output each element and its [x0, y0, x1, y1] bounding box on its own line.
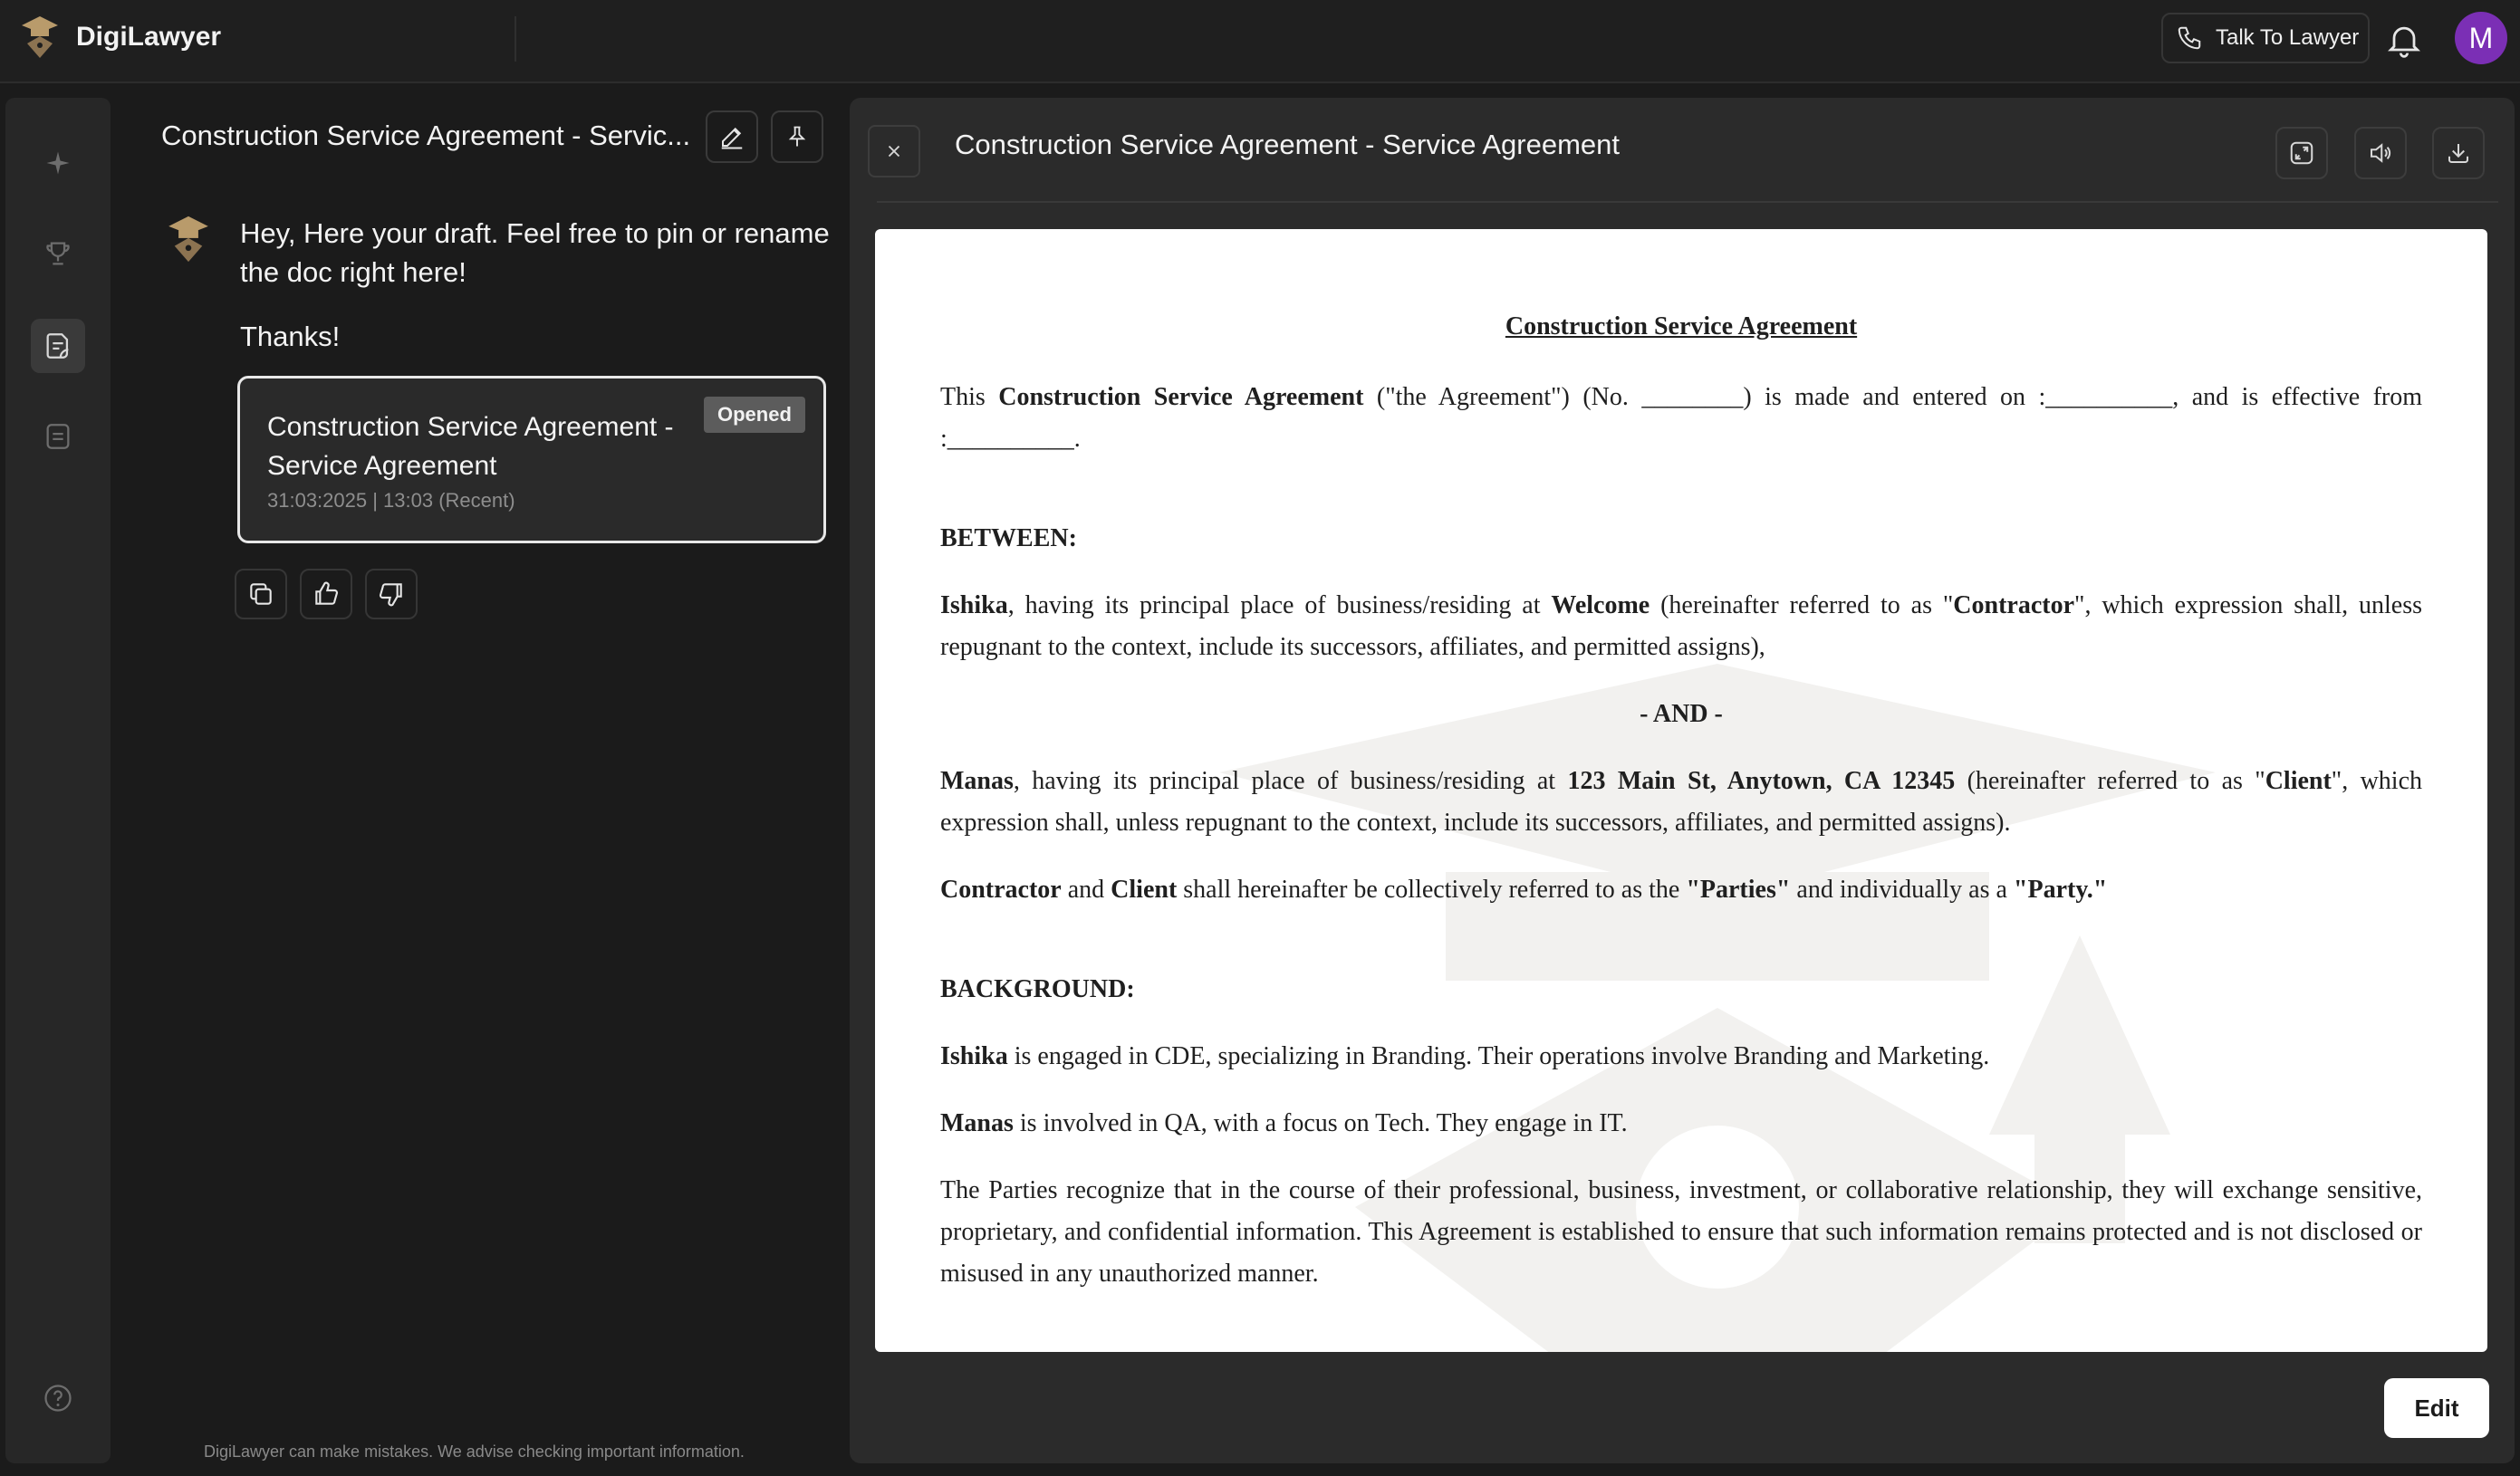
opened-badge: Opened — [704, 397, 805, 433]
speaker-icon — [2367, 139, 2394, 167]
download-icon — [2445, 139, 2472, 167]
phone-icon — [2176, 24, 2203, 52]
left-rail — [5, 98, 111, 1463]
party-one-paragraph: Ishika, having its principal place of business/residing at Welcome (hereinafter referred to as "Contractor", which expression shall, unless repugnant to the context, include its successors, affiliates, and permitted assigns), — [940, 591, 2423, 661]
talk-to-lawyer-button[interactable] — [2161, 13, 2370, 63]
chat-title: Construction Service Agreement - Servic... — [161, 120, 691, 151]
read-aloud-button[interactable] — [2354, 127, 2407, 179]
and-separator: - AND - — [1640, 700, 1723, 728]
user-avatar[interactable]: M — [2455, 12, 2507, 64]
talk-to-lawyer-label: Talk To Lawyer — [2216, 25, 2360, 50]
pin-icon — [784, 124, 810, 149]
download-button[interactable] — [2432, 127, 2485, 179]
document-card[interactable] — [237, 376, 826, 543]
pencil-icon — [718, 123, 745, 150]
document-title: Construction Service Agreement — [1505, 312, 1858, 340]
document-card-title: Construction Service Agreement - Service Agreement — [267, 412, 674, 481]
rail-item-documents[interactable] — [31, 319, 85, 373]
parties-paragraph: Contractor and Client shall hereinafter be collectively referred to as the "Parties" and individually as a "Party." — [940, 876, 2108, 904]
digilawyer-logo-icon — [20, 14, 60, 60]
thumbs-up-button[interactable] — [300, 569, 352, 619]
pin-button[interactable] — [771, 110, 823, 163]
rail-item-help[interactable] — [31, 1371, 85, 1425]
background-paragraph-3: The Parties recognize that in the course of their professional, business, investment, or collaborative relationship, they will exchange sensitive, proprietary, and confidential information. This Agreement is established to ensure that such information remains protected and is not disclosed or misused in any unauthorized manner. — [940, 1176, 2422, 1288]
document-body — [940, 306, 2422, 1320]
viewer-title: Construction Service Agreement - Service Agreement — [955, 129, 1621, 160]
edit-button[interactable]: Edit — [2384, 1378, 2489, 1438]
document-page[interactable] — [875, 229, 2487, 1352]
brand[interactable] — [20, 14, 221, 60]
copy-button[interactable] — [235, 569, 287, 619]
assistant-message: Hey, Here your draft. Feel free to pin or rename the doc right here! — [240, 217, 830, 288]
thumbs-up-icon — [312, 580, 341, 609]
disclaimer: DigiLawyer can make mistakes. We advise checking important information. — [204, 1442, 745, 1461]
document-card-date: 31:03:2025 | 13:03 (Recent) — [267, 489, 515, 512]
background-paragraph-2: Manas is involved in QA, with a focus on Tech. They engage in IT. — [940, 1109, 1628, 1137]
rail-item-notes[interactable] — [31, 409, 85, 464]
assistant-thanks: Thanks! — [240, 321, 341, 352]
thumbs-down-button[interactable] — [365, 569, 418, 619]
sparkle-icon — [44, 149, 72, 177]
rename-button[interactable] — [706, 110, 758, 163]
document-icon — [43, 331, 73, 361]
intro-paragraph: This Construction Service Agreement ("the Agreement") (No. ________) is made and entered on :__________, and is effective from :__________. — [940, 383, 2423, 453]
expand-icon — [2288, 139, 2315, 167]
background-paragraph-1: Ishika is engaged in CDE, specializing in Branding. Their operations involve Branding and Marketing. — [940, 1042, 1990, 1070]
thumbs-down-icon — [377, 580, 406, 609]
viewer-separator — [877, 201, 2498, 203]
close-viewer-button[interactable] — [868, 125, 920, 177]
background-heading: BACKGROUND: — [940, 975, 1135, 1003]
rail-item-rewards[interactable] — [31, 226, 85, 281]
close-icon — [884, 141, 904, 161]
help-icon — [42, 1382, 74, 1414]
notification-bell-icon[interactable] — [2384, 20, 2424, 60]
app-name: DigiLawyer — [76, 22, 222, 52]
party-two-paragraph: Manas, having its principal place of business/residing at 123 Main St, Anytown, CA 12345 (hereinafter referred to as "Client", which expression shall, unless repugnant to the context, include its successors, affiliates, and permitted assigns). — [940, 767, 2423, 837]
between-heading: BETWEEN: — [940, 524, 1077, 552]
top-divider — [515, 16, 516, 62]
bot-avatar-icon — [167, 214, 210, 264]
top-bar — [0, 0, 2520, 83]
trophy-icon — [43, 238, 73, 269]
document-viewer — [850, 98, 2515, 1463]
notes-icon — [43, 421, 73, 452]
rail-item-new-chat[interactable] — [31, 136, 85, 190]
copy-icon — [246, 580, 275, 609]
expand-button[interactable] — [2275, 127, 2328, 179]
